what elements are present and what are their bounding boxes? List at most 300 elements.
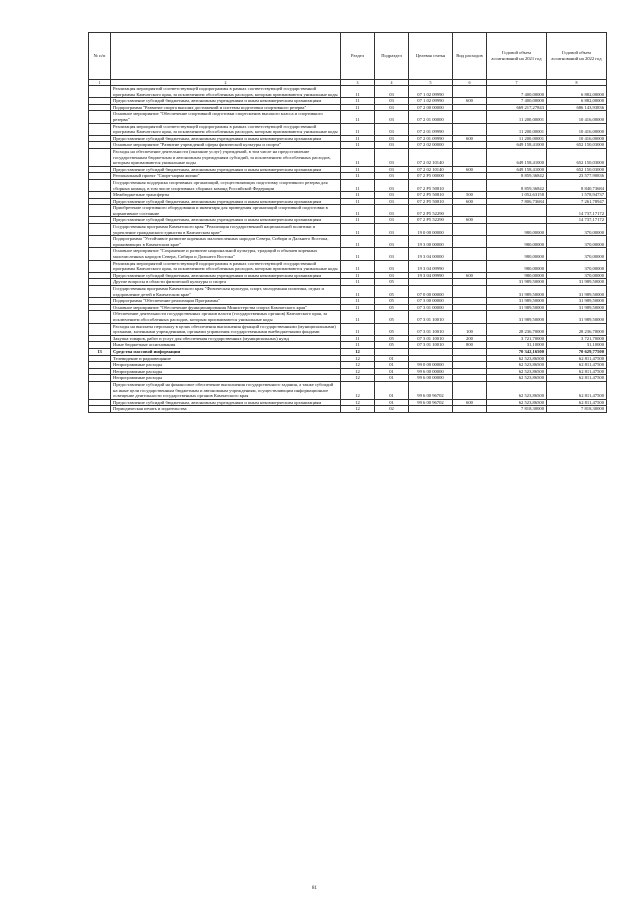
row-target-code: 07 2 02 10140 <box>409 148 453 166</box>
table-row <box>89 272 607 279</box>
row-amount-2021: 28 236,70000 <box>487 323 547 335</box>
row-target-code: 07 2 P5 50810 <box>409 179 453 191</box>
row-subsection: 03 <box>375 205 409 217</box>
row-number <box>89 104 111 111</box>
row-expense-type <box>453 236 487 248</box>
row-amount-2022: 1 578,94737 <box>547 192 607 199</box>
row-target-code: 99 0 00 00000 <box>409 362 453 369</box>
row-amount-2021: 11 200,00001 <box>487 123 547 135</box>
row-amount-2021: 980,00000 <box>487 236 547 248</box>
header-subsection: Подраздел <box>375 33 409 80</box>
row-expense-type: 100 <box>453 323 487 335</box>
row-name: Подпрограмма "Обеспечение реализации Программы" <box>111 298 341 305</box>
row-section: 11 <box>341 166 375 173</box>
row-expense-type: 200 <box>453 335 487 342</box>
table-row <box>89 148 607 166</box>
row-expense-type: 600 <box>453 272 487 279</box>
row-section: 11 <box>341 286 375 298</box>
row-expense-type <box>453 375 487 382</box>
table-row <box>89 279 607 286</box>
row-section: 11 <box>341 248 375 260</box>
row-number <box>89 323 111 335</box>
row-subsection: 02 <box>375 406 409 413</box>
col-number: 1 <box>89 80 111 86</box>
row-subsection: 05 <box>375 286 409 298</box>
row-amount-2021: 31 989,50000 <box>487 286 547 298</box>
row-section: 11 <box>341 279 375 286</box>
row-section: 11 <box>341 311 375 323</box>
row-section: 11 <box>341 260 375 272</box>
row-expense-type: 600 <box>453 198 487 205</box>
row-amount-2021: 31,10000 <box>487 342 547 349</box>
row-section: 11 <box>341 142 375 149</box>
row-amount-2022: 686 143,93836 <box>547 104 607 111</box>
row-expense-type <box>453 298 487 305</box>
table-row <box>89 406 607 413</box>
row-subsection: 03 <box>375 135 409 142</box>
table-row <box>89 368 607 375</box>
row-amount-2021: 980,00000 <box>487 248 547 260</box>
row-amount-2022: 23 577,90836 <box>547 173 607 180</box>
table-row <box>89 86 607 98</box>
row-target-code: 07 3 01 10010 <box>409 335 453 342</box>
row-amount-2022: 10 416,00000 <box>547 111 607 123</box>
row-amount-2021: 7 400,00000 <box>487 86 547 98</box>
row-expense-type <box>453 142 487 149</box>
row-target-code: 07 2 00 00000 <box>409 104 453 111</box>
row-amount-2021: 8 859,36842 <box>487 179 547 191</box>
row-subsection: 03 <box>375 198 409 205</box>
row-amount-2021: 980,00000 <box>487 224 547 236</box>
col-number: 6 <box>453 80 487 86</box>
row-number <box>89 272 111 279</box>
row-subsection: 03 <box>375 260 409 272</box>
row-target-code: 07 3 01 10010 <box>409 323 453 335</box>
header-name <box>111 33 341 80</box>
row-number <box>89 406 111 413</box>
row-subsection: 05 <box>375 304 409 311</box>
row-expense-type <box>453 104 487 111</box>
row-number <box>89 335 111 342</box>
row-section: 11 <box>341 335 375 342</box>
table-row <box>89 323 607 335</box>
row-target-code: 07 1 02 09990 <box>409 98 453 105</box>
row-target-code <box>409 348 453 355</box>
row-amount-2021 <box>487 217 547 224</box>
row-name: Средства массовой информации <box>111 348 341 355</box>
row-number <box>89 399 111 406</box>
row-amount-2021: 31 989,50000 <box>487 311 547 323</box>
table-row <box>89 135 607 142</box>
row-section: 11 <box>341 298 375 305</box>
row-target-code: 07 2 P5 52290 <box>409 205 453 217</box>
row-section: 11 <box>341 224 375 236</box>
table-row <box>89 224 607 236</box>
row-amount-2021: 980,00000 <box>487 260 547 272</box>
row-expense-type <box>453 311 487 323</box>
row-amount-2021: 980,00000 <box>487 272 547 279</box>
table-row <box>89 355 607 362</box>
row-number <box>89 123 111 135</box>
row-target-code: 99 6 00 00000 <box>409 368 453 375</box>
row-name: Межбюджетные трансферты <box>111 192 341 199</box>
row-expense-type <box>453 173 487 180</box>
row-amount-2022: 370,00000 <box>547 236 607 248</box>
table-row <box>89 205 607 217</box>
header-vol-2021: Годовой объем ассигнований на 2021 год <box>487 33 547 80</box>
row-subsection: 01 <box>375 399 409 406</box>
row-amount-2021: 62 523,86500 <box>487 362 547 369</box>
budget-table-page <box>88 32 606 413</box>
row-section: 11 <box>341 217 375 224</box>
row-target-code: 99 6 00 96702 <box>409 399 453 406</box>
table-row <box>89 198 607 205</box>
row-expense-type <box>453 224 487 236</box>
row-expense-type <box>453 362 487 369</box>
row-expense-type: 500 <box>453 192 487 199</box>
row-expense-type <box>453 86 487 98</box>
row-expense-type <box>453 248 487 260</box>
row-amount-2022: 31 989,50000 <box>547 279 607 286</box>
row-amount-2022: 14 737,17172 <box>547 217 607 224</box>
header-exp-type: Вид расходов <box>453 33 487 80</box>
row-amount-2021: 649 158,41000 <box>487 166 547 173</box>
row-section: 12 <box>341 362 375 369</box>
row-name: Подпрограмма "Развитие спорта высших достижений и системы подготовки спортивного резерва" <box>111 104 341 111</box>
row-amount-2021: 11 200,00001 <box>487 135 547 142</box>
row-number <box>89 342 111 349</box>
row-amount-2021: 3 721,70000 <box>487 335 547 342</box>
row-section: 12 <box>341 368 375 375</box>
table-row <box>89 179 607 191</box>
row-amount-2022: 31 989,50000 <box>547 286 607 298</box>
table-row <box>89 217 607 224</box>
row-number <box>89 217 111 224</box>
row-target-code: 07 3 01 00000 <box>409 304 453 311</box>
table-row <box>89 248 607 260</box>
row-number <box>89 98 111 105</box>
row-name: Другие вопросы в области физической культуры и спорта <box>111 279 341 286</box>
row-name: Непрограммные расходы <box>111 362 341 369</box>
row-number <box>89 304 111 311</box>
row-name: Реализация мероприятий соответствующей подпрограммы в рамках соответствующей государственной программы Камчатского края, за исключением обособленных расходов, которым присваиваются уникальные коды <box>111 86 341 98</box>
table-row <box>89 335 607 342</box>
row-number <box>89 205 111 217</box>
row-number <box>89 148 111 166</box>
row-amount-2021: 8 859,36842 <box>487 173 547 180</box>
table-row <box>89 375 607 382</box>
row-name: Основное мероприятие "Сохранение и развитие национальной культуры, традиций и обычаев коренных малочисленных народов Севера, Сибири и Дальнего Востока" <box>111 248 341 260</box>
row-target-code: 99 6 00 96702 <box>409 381 453 399</box>
row-expense-type <box>453 123 487 135</box>
row-subsection: 01 <box>375 381 409 399</box>
row-name: Обеспечение деятельности государственных органов власти (государственных органов) Камчатского края, за исключением обособленных расходов, которым присваиваются уникальные коды <box>111 311 341 323</box>
row-section: 11 <box>341 323 375 335</box>
row-amount-2021: 70 342,16500 <box>487 348 547 355</box>
row-subsection: 05 <box>375 323 409 335</box>
row-amount-2021: 62 523,86500 <box>487 399 547 406</box>
table-row <box>89 166 607 173</box>
row-amount-2021: 7 806,73684 <box>487 198 547 205</box>
table-row <box>89 104 607 111</box>
row-target-code: 07 2 01 09990 <box>409 135 453 142</box>
table-row <box>89 304 607 311</box>
row-amount-2021: 62 523,86500 <box>487 375 547 382</box>
row-amount-2021: 31 989,50000 <box>487 279 547 286</box>
row-target-code: 07 2 01 09990 <box>409 123 453 135</box>
row-name: Предоставление субсидий бюджетным, автономным учреждениям и иным некоммерческим организациям <box>111 166 341 173</box>
row-target-code: 07 3 00 00000 <box>409 298 453 305</box>
row-number <box>89 375 111 382</box>
row-section: 11 <box>341 98 375 105</box>
table-row <box>89 311 607 323</box>
row-name: Реализация мероприятий соответствующей подпрограммы в рамках соответствующей государственной программы Камчатского края, за исключением обособленных расходов, которым присваиваются уникальные коды <box>111 260 341 272</box>
row-section: 12 <box>341 406 375 413</box>
row-subsection: 01 <box>375 375 409 382</box>
row-subsection: 03 <box>375 148 409 166</box>
row-number <box>89 381 111 399</box>
table-row <box>89 286 607 298</box>
row-name: Государственная программа Камчатского края "Физическая культура, спорт, молодежная политика, отдых и оздоровление детей в Камчатском крае" <box>111 286 341 298</box>
row-name: Непрограммные расходы <box>111 368 341 375</box>
row-number <box>89 111 111 123</box>
row-target-code: 19 3 04 09990 <box>409 260 453 272</box>
row-section: 12 <box>341 348 375 355</box>
row-number <box>89 286 111 298</box>
col-number: 7 <box>487 80 547 86</box>
header-row <box>89 33 607 80</box>
row-expense-type <box>453 286 487 298</box>
row-amount-2022: 62 811,47500 <box>547 375 607 382</box>
table-row <box>89 260 607 272</box>
row-section: 11 <box>341 236 375 248</box>
row-subsection: 01 <box>375 362 409 369</box>
col-number: 5 <box>409 80 453 86</box>
table-row <box>89 399 607 406</box>
row-number <box>89 173 111 180</box>
row-amount-2021: 62 523,86500 <box>487 368 547 375</box>
row-amount-2022: 10 416,00000 <box>547 135 607 142</box>
row-section: 11 <box>341 148 375 166</box>
row-name: Расходы на выплаты персоналу в целях обеспечения выполнения функций государственными (муниципальными) органами, казенными учреждениями, органами управления государственными внебюджетными фондами <box>111 323 341 335</box>
col-number: 2 <box>111 80 341 86</box>
row-section: 12 <box>341 375 375 382</box>
row-number <box>89 236 111 248</box>
row-name: Основное мероприятие "Обеспечение спортивной подготовки спортсменов высокого класса и спортивного резерва" <box>111 111 341 123</box>
row-number <box>89 198 111 205</box>
row-name: Периодическая печать и издательства <box>111 406 341 413</box>
row-expense-type: 600 <box>453 135 487 142</box>
row-name: Предоставление субсидий на финансовое обеспечение выполнения государственного задания, а также субсидий на иные цели государственным бюджетным и автономным учреждениям, осуществляющим информационное освещение деятельности государственных органов Камчатского края <box>111 381 341 399</box>
row-amount-2022: 31 989,50000 <box>547 298 607 305</box>
row-target-code: 07 2 02 00000 <box>409 142 453 149</box>
row-target-code <box>409 355 453 362</box>
table-row <box>89 348 607 355</box>
row-amount-2022: 70 629,77500 <box>547 348 607 355</box>
row-name: Предоставление субсидий бюджетным, автономным учреждениям и иным некоммерческим организациям <box>111 272 341 279</box>
row-expense-type <box>453 406 487 413</box>
table-row <box>89 342 607 349</box>
row-amount-2022: 14 737,17172 <box>547 205 607 217</box>
row-section: 11 <box>341 135 375 142</box>
row-expense-type <box>453 381 487 399</box>
row-subsection: 05 <box>375 342 409 349</box>
row-number <box>89 248 111 260</box>
row-target-code: 07 2 P5 50810 <box>409 198 453 205</box>
row-name: Закупка товаров, работ и услуг для обеспечения государственных (муниципальных) нужд <box>111 335 341 342</box>
row-subsection: 03 <box>375 248 409 260</box>
row-number <box>89 279 111 286</box>
row-amount-2021: 31 989,50000 <box>487 304 547 311</box>
row-target-code: 19 3 04 09990 <box>409 272 453 279</box>
row-amount-2021: 649 158,41000 <box>487 148 547 166</box>
row-number <box>89 260 111 272</box>
row-expense-type <box>453 368 487 375</box>
row-target-code: 07 2 P5 50810 <box>409 192 453 199</box>
row-subsection: 03 <box>375 236 409 248</box>
col-number: 8 <box>547 80 607 86</box>
row-target-code: 19 3 04 00000 <box>409 248 453 260</box>
row-number <box>89 298 111 305</box>
row-number: 13 <box>89 348 111 355</box>
row-number <box>89 86 111 98</box>
table-row <box>89 173 607 180</box>
header-num: № п/п <box>89 33 111 80</box>
header-section: Раздел <box>341 33 375 80</box>
row-amount-2022: 652 150,03000 <box>547 142 607 149</box>
budget-table <box>88 32 607 413</box>
table-row <box>89 298 607 305</box>
row-amount-2022: 370,00000 <box>547 260 607 272</box>
row-expense-type <box>453 355 487 362</box>
row-amount-2022: 6 882,00000 <box>547 98 607 105</box>
row-amount-2022: 28 236,70000 <box>547 323 607 335</box>
header-target: Целевая статья <box>409 33 453 80</box>
row-subsection: 05 <box>375 279 409 286</box>
row-expense-type: 600 <box>453 217 487 224</box>
row-amount-2022: 31 989,50000 <box>547 304 607 311</box>
row-section: 11 <box>341 342 375 349</box>
row-section: 11 <box>341 86 375 98</box>
row-amount-2022: 31,10000 <box>547 342 607 349</box>
row-subsection: 03 <box>375 104 409 111</box>
row-number <box>89 166 111 173</box>
row-expense-type: 800 <box>453 342 487 349</box>
row-name: Иные бюджетные ассигнования <box>111 342 341 349</box>
row-amount-2022: 370,00000 <box>547 248 607 260</box>
row-amount-2021: 11 200,00001 <box>487 111 547 123</box>
row-subsection: 03 <box>375 123 409 135</box>
row-section: 11 <box>341 111 375 123</box>
row-subsection: 03 <box>375 98 409 105</box>
row-amount-2022: 62 811,47500 <box>547 362 607 369</box>
row-amount-2022: 8 840,73684 <box>547 179 607 191</box>
row-amount-2022: 7 818,30000 <box>547 406 607 413</box>
row-amount-2022: 3 721,70000 <box>547 335 607 342</box>
row-amount-2022: 652 150,03000 <box>547 166 607 173</box>
row-amount-2021: 1 052,63158 <box>487 192 547 199</box>
row-subsection: 01 <box>375 355 409 362</box>
row-expense-type <box>453 279 487 286</box>
row-amount-2021: 669 217,27843 <box>487 104 547 111</box>
row-section: 12 <box>341 355 375 362</box>
row-subsection: 03 <box>375 192 409 199</box>
row-number <box>89 192 111 199</box>
row-expense-type: 600 <box>453 166 487 173</box>
row-name: Расходы на обеспечение деятельности (оказание услуг) учреждений, в том числе на предоставление государственным бюджетным и автономным учреждениям субсидий, за исключением обособленных расходов, которым присваиваются уникальные коды <box>111 148 341 166</box>
row-amount-2022: 62 811,47500 <box>547 355 607 362</box>
row-number <box>89 142 111 149</box>
row-name: Непрограммные расходы <box>111 375 341 382</box>
row-section: 11 <box>341 123 375 135</box>
row-subsection: 03 <box>375 173 409 180</box>
row-amount-2022: 6 882,00000 <box>547 86 607 98</box>
row-amount-2021: 62 523,86500 <box>487 355 547 362</box>
row-target-code <box>409 406 453 413</box>
row-amount-2022: 62 811,47500 <box>547 399 607 406</box>
row-amount-2022: 370,00000 <box>547 224 607 236</box>
row-amount-2021: 7 818,30000 <box>487 406 547 413</box>
row-target-code: 07 2 P5 00000 <box>409 173 453 180</box>
row-target-code: 07 2 01 00000 <box>409 111 453 123</box>
table-body <box>89 86 607 413</box>
table-row <box>89 192 607 199</box>
row-subsection: 03 <box>375 179 409 191</box>
row-name: Предоставление субсидий бюджетным, автономным учреждениям и иным некоммерческим организациям <box>111 98 341 105</box>
row-subsection: 05 <box>375 335 409 342</box>
row-number <box>89 179 111 191</box>
row-section: 11 <box>341 192 375 199</box>
col-number: 4 <box>375 80 409 86</box>
row-section: 11 <box>341 198 375 205</box>
row-expense-type: 600 <box>453 399 487 406</box>
row-subsection: 03 <box>375 217 409 224</box>
row-expense-type <box>453 179 487 191</box>
row-name: Телевидение и радиовещание <box>111 355 341 362</box>
row-number <box>89 368 111 375</box>
row-expense-type <box>453 205 487 217</box>
row-number <box>89 311 111 323</box>
row-section: 11 <box>341 205 375 217</box>
row-section: 12 <box>341 399 375 406</box>
row-number <box>89 362 111 369</box>
row-amount-2021: 62 523,86500 <box>487 381 547 399</box>
row-target-code: 07 1 02 09990 <box>409 86 453 98</box>
row-amount-2021 <box>487 205 547 217</box>
row-subsection: 03 <box>375 142 409 149</box>
row-name: Приобретение спортивного оборудования и инвентаря для приведения организаций спортивной подготовки в нормативное состояние <box>111 205 341 217</box>
row-name: Региональный проект "Спорт-норма жизни" <box>111 173 341 180</box>
row-amount-2022: 10 416,00000 <box>547 123 607 135</box>
row-section: 11 <box>341 173 375 180</box>
row-section: 11 <box>341 304 375 311</box>
row-name: Реализация мероприятий соответствующей подпрограммы в рамках соответствующей государственной программы Камчатского края, за исключением обособленных расходов, которым присваиваются уникальные коды <box>111 123 341 135</box>
row-target-code: 07 2 02 10140 <box>409 166 453 173</box>
row-amount-2021: 7 400,00000 <box>487 98 547 105</box>
table-row <box>89 111 607 123</box>
row-subsection: 03 <box>375 86 409 98</box>
table-row <box>89 236 607 248</box>
row-amount-2022: 31 989,50000 <box>547 311 607 323</box>
row-amount-2022: 62 811,47500 <box>547 381 607 399</box>
table-row <box>89 98 607 105</box>
row-section: 11 <box>341 272 375 279</box>
row-subsection: 03 <box>375 111 409 123</box>
header-vol-2022: Годовой объем ассигнований на 2022 год <box>547 33 607 80</box>
row-target-code: 19 3 00 00000 <box>409 236 453 248</box>
row-name: Подпрограмма "Устойчивое развитие коренных малочисленных народов Севера, Сибири и Дальнего Востока, проживающих в Камчатском крае" <box>111 236 341 248</box>
row-target-code: 07 3 01 10010 <box>409 311 453 323</box>
